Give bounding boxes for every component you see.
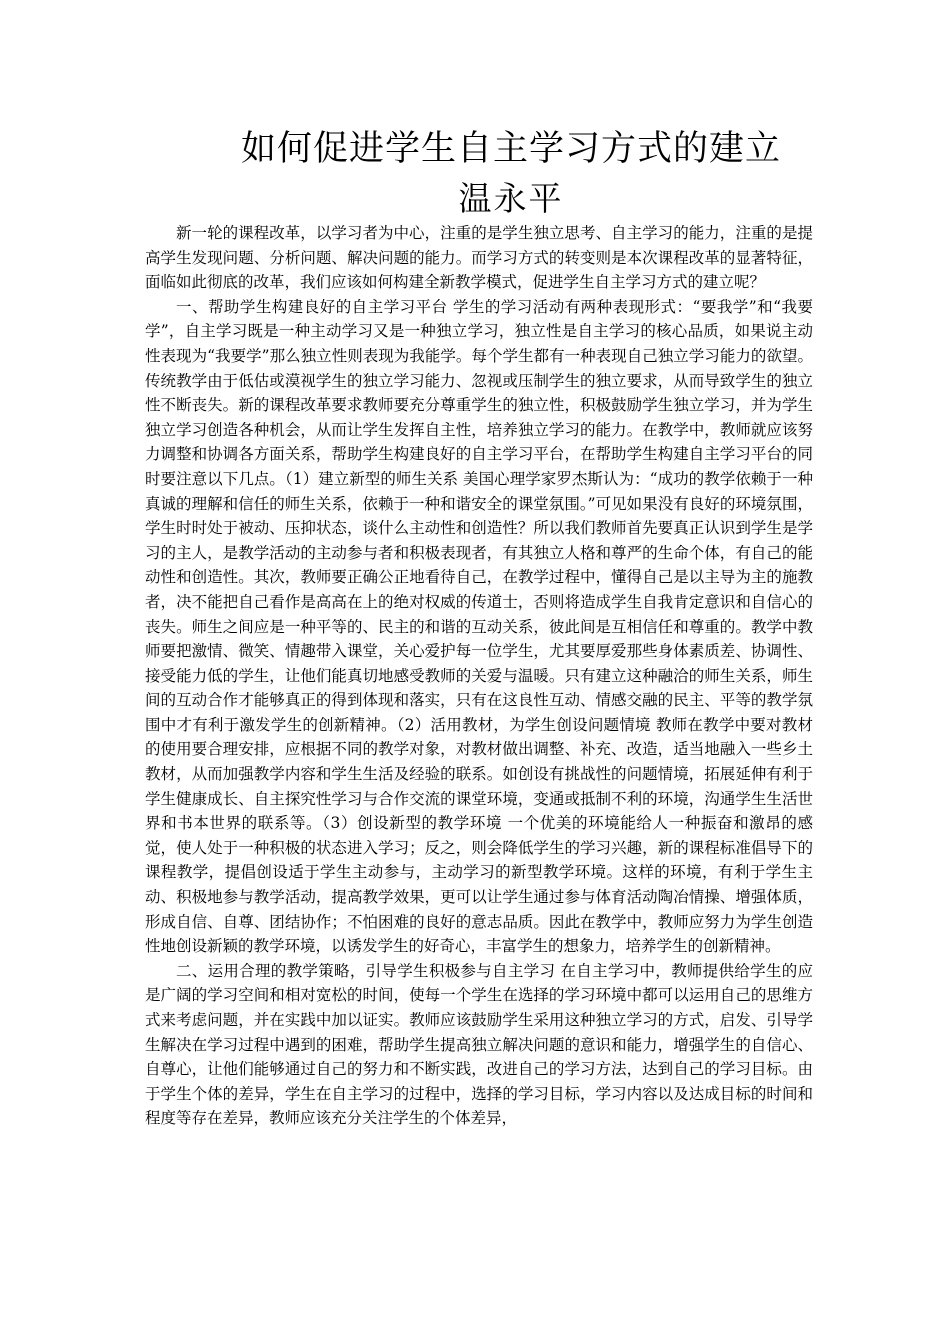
paragraph-section-two: 二、运用合理的教学策略，引导学生积极参与自主学习 在自主学习中，教师提供给学生的应是广阔的学习空间和相对宽松的时间，使每一个学生在选择的学习环境中都可以运用自己的思维方式来考虑问题，并在实践中加以证实。教师应该鼓励学生采用这种独立学习的方式，启发、引导学生解决在学习过程中遇到的困难，帮助学生提高独立解决问题的意识和能力，增强学生的自信心、自尊心，让他们能够通过自己的努力和不断实践，改进自己的学习方法，达到自己的学习目标。由于学生个体的差异，学生在自主学习的过程中，选择的学习目标，学习内容以及达成目标的时间和程度等存在差异，教师应该充分关注学生的个体差异， xyxy=(145,961,813,1128)
document-author: 温永平 xyxy=(458,179,564,218)
document-body xyxy=(145,221,813,1131)
paragraph-section-one: 一、帮助学生构建良好的自主学习平台 学生的学习活动有两种表现形式：“要我学”和“我要学”，自主学习既是一种主动学习又是一种独立学习，独立性是自主学习的核心品质，如果说主动性表现为“我要学”那么独立性则表现为我能学。每个学生都有一种表现自己独立学习能力的欲望。传统教学由于低估或漠视学生的独立学习能力、忽视或压制学生的独立要求，从而导致学生的独立性不断丧失。新的课程改革要求教师要充分尊重学生的独立性，积极鼓励学生独立学习，并为学生独立学习创造各种机会，从而让学生发挥自主性，培养独立学习的能力。在教学中，教师就应该努力调整和协调各方面关系，帮助学生构建良好的自主学习平台，在帮助学生构建自主学习平台的同时要注意以下几点。（1）建立新型的师生关系 美国心理学家罗杰斯认为：“成功的教学依赖于一种真诚的理解和信任的师生关系，依赖于一种和谐安全的课堂氛围。”可见如果没有良好的环境氛围，学生时时处于被动、压抑状态，谈什么主动性和创造性？所以我们教师首先要真正认识到学生是学习的主人，是教学活动的主动参与者和积极表现者，有其独立人格和尊严的生命个体，有自己的能动性和创造性。其次，教师要正确公正地看待自己，在教学过程中，懂得自己是以主导为主的施教者，决不能把自己看作是高高在上的绝对权威的传道士，否则将造成学生自我肯定意识和自信心的丧失。师生之间应是一种平等的、民主的和谐的互动关系，彼此间是互相信任和尊重的。教学中教师要把激情、微笑、情趣带入课堂，关心爱护每一位学生，尤其要厚爱那些身体素质差、协调性、接受能力低的学生，让他们能真切地感受教师的关爱与温暖。只有建立这种融洽的师生关系，师生间的互动合作才能够真正的得到体现和落实，只有在这良性互动、情感交融的民主、平等的教学氛围中才有利于激发学生的创新精神。（2）活用教材，为学生创设问题情境 教师在教学中要对教材的使用要合理安排，应根据不同的教学对象，对教材做出调整、补充、改造，适当地融入一些乡土教材，从而加强教学内容和学生生活及经验的联系。如创设有挑战性的问题情境，拓展延伸有利于学生健康成长、自主探究性学习与合作交流的课堂环境，变通或抵制不利的环境，沟通学生生活世界和书本世界的联系等。（3）创设新型的教学环境 一个优美的环境能给人一种振奋和激昂的感觉，使人处于一种积极的状态进入学习；反之，则会降低学生的学习兴趣，新的课程标准倡导下的课程教学，提倡创设适于学生主动参与，主动学习的新型教学环境。这样的环境，有利于学生主动、积极地参与教学活动，提高教学效果，更可以让学生通过参与体育活动陶冶情操、增强体质，形成自信、自尊、团结协作；不怕困难的良好的意志品质。因此在教学中，教师应努力为学生创造性地创设新颖的教学环境，以诱发学生的好奇心，丰富学生的想象力，培养学生的创新精神。 xyxy=(145,297,813,956)
document-title: 如何促进学生自主学习方式的建立 xyxy=(240,129,781,169)
paragraph-intro: 新一轮的课程改革，以学习者为中心，注重的是学生独立思考、自主学习的能力，注重的是提高学生发现问题、分析问题、解决问题的能力。而学习方式的转变则是本次课程改革的显著特征，面临如此彻底的改革，我们应该如何构建全新教学模式，促进学生自主学习方式的建立呢？ xyxy=(145,224,813,292)
